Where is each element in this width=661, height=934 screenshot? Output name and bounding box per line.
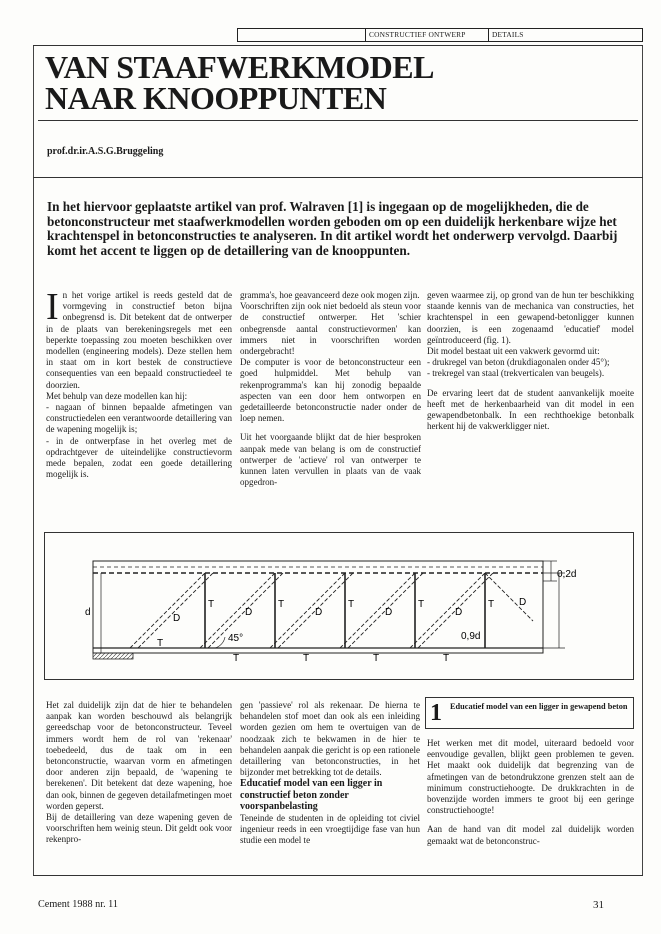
label-T: T <box>348 599 355 610</box>
author-rule <box>33 177 643 178</box>
paragraph: De ervaring leert dat de student aanvankelijk moeite heeft met de herkenbaarheid van dit model in een gewapendbetonbalk. In een rechthoekige betonbalk herkent hij de vakwerkligger niet. <box>427 387 634 432</box>
paragraph: Aan de hand van dit model zal duidelijk worden gemaakt wat de betonconstruc- <box>427 824 634 846</box>
column-2 <box>240 290 421 488</box>
drop-cap: I <box>46 286 59 328</box>
caption-number: 1 <box>430 700 442 726</box>
header-section: CONSTRUCTIEF ONTWERP <box>365 29 489 41</box>
label-D: D <box>519 597 527 608</box>
paragraph: geven waarmee zij, op grond van de hun ter beschikking staande kennis van de mechanica van constructies, het krachtenspel in een gewapend-betonligger kunnen doorzien, is een zogenaamd 'educatief' model geïntroduceerd (fig. 1). <box>427 290 634 345</box>
label-0-2d: 0,2d <box>557 569 577 580</box>
lead-paragraph: In het hiervoor geplaatste artikel van prof. Walraven [1] is ingegaan op de mogelijkheden, die de betonconstructeur met staafwerkmodellen worden geboden om op een duidelijk herkenbare wijze het krachtenspel in betonconstructies te analyseren. In dit artikel wordt het onderwerp vervolgd. Daarbij komt het accent te liggen op de detaillering van de knooppunten. <box>47 199 618 258</box>
list-item: - drukregel van beton (drukdiagonalen onder 45°); <box>427 357 610 368</box>
column-5 <box>240 700 420 846</box>
label-T: T <box>303 653 310 664</box>
paragraph: Voorschriften zijn ook niet bedoeld als steun voor de constructief ontwerper. Het 'schier onbegrensde aantal constructievormen' kan immers niet in voorschriften worden ondergebracht! <box>240 301 421 357</box>
paragraph: Teneinde de studenten in de opleiding tot civiel ingenieur reeds in een vroegtijdige fase van hun studie een model te <box>240 812 420 846</box>
figure-caption <box>425 697 634 729</box>
paragraph: Het werken met dit model, uiteraard bedoeld voor eenvoudige gevallen, blijkt geen problemen te geven. Het maakt ook duidelijk dat begrenzing van de afmetingen van de betondrukzone grenzen stelt aan de minimum constructiehoogte. De drukkrachten in de bovenzijde worden immers te groot bij een geringe constructiehoogte! <box>427 738 634 816</box>
label-D: D <box>385 607 393 618</box>
column-1 <box>46 286 232 480</box>
paragraph: In het vorige artikel is reeds gesteld dat de vormgeving in constructief beton bijna onbegrensd is. Dit betekent dat de ontwerper in de plaats van berekeningsregels met een beperkte toepassing zou moeten beschikken over modellen (engineering models). Deze stellen hem in staat om in kort bestek de constructieve consequenties van een bepaald constructiedeel te doorzien. <box>46 286 232 390</box>
label-T: T <box>373 653 380 664</box>
title-line-2: NAAR KNOOPPUNTEN <box>45 80 387 116</box>
label-T: T <box>233 653 240 664</box>
list-item: - nagaan of binnen bepaalde afmetingen van constructiedelen een verantwoorde detaillering van de wapening mogelijk is; <box>46 402 232 435</box>
paragraph: gen 'passieve' rol als rekenaar. De hierna te behandelen stof moet dan ook als een inleiding worden gezien om hem te overtuigen van de noodzaak zich te bekwamen in de hier te behandelen aanpak die gericht is op een rationele detaillering van betonconstructies, in het bijzonder met betrekking tot de details. <box>240 700 420 778</box>
label-T: T <box>157 638 164 649</box>
column-3 <box>427 290 634 432</box>
caption-text: Educatief model van een ligger in gewapend beton <box>450 702 628 711</box>
header-subsection: DETAILS <box>488 29 552 41</box>
title-line-1: VAN STAAFWERKMODEL <box>45 49 434 85</box>
column-4 <box>46 700 232 846</box>
paragraph: Bij de detaillering van deze wapening geven de voorschriften hem weinig steun. Dit geldt ook voor rekenpro- <box>46 812 232 845</box>
paragraph: Uit het voorgaande blijkt dat de hier besproken aanpak mede van belang is om de constructief ontwerper de 'actieve' rol van ontwerper te kunnen laten vervullen in plaats van de vaak opgedron- <box>240 432 421 488</box>
truss-diagram <box>45 533 633 679</box>
author: prof.dr.ir.A.S.G.Bruggeling <box>47 146 164 157</box>
page-number: 31 <box>593 899 604 911</box>
paragraph: De computer is voor de betonconstructeur een goed hulpmiddel. Met behulp van rekenprogramma's kan hij zonodig bepaalde aspecten van een door hem ontworpen en gedetailleerde betonconstructie nader onder de loep nemen. <box>240 357 421 424</box>
angle-arc <box>215 637 225 648</box>
label-T: T <box>443 653 450 664</box>
label-D: D <box>315 607 323 618</box>
top-rule <box>33 45 643 46</box>
label-D: D <box>173 613 181 624</box>
paragraph: Met behulp van deze modellen kan hij: <box>46 390 188 401</box>
list-item: - trekregel van staal (trekverticalen van beugels). <box>427 368 605 379</box>
article-title <box>45 49 635 116</box>
bottom-rule <box>33 875 643 876</box>
label-D: D <box>245 607 253 618</box>
label-0-9d: 0,9d <box>461 631 481 642</box>
label-T: T <box>278 599 285 610</box>
section-heading: Educatief model van een ligger in constructief beton zonder voorspanbelasting <box>240 778 383 813</box>
label-T: T <box>208 599 215 610</box>
column-6 <box>427 738 634 847</box>
paragraph: Het zal duidelijk zijn dat de hier te behandelen aanpak kan worden beschouwd als belangrijk gereedschap voor de betonconstructeur. Teveel immers wordt hem de rol van 'rekenaar' toebedeeld, dus de taak om in een betonconstructie, waarvan vorm en afmetingen door anderen zijn bepaald, de 'wapening te berekenen'. Dit betekent dat deze wapening, hoe dan ook, binnen de gegeven detailafmetingen moet worden geperst. <box>46 700 232 811</box>
label-d: d <box>85 607 91 618</box>
running-header <box>237 28 643 42</box>
paragraph: gramma's, hoe geavanceerd deze ook mogen zijn. <box>240 290 420 300</box>
support <box>93 653 133 659</box>
footer-journal: Cement 1988 nr. 11 <box>38 899 118 910</box>
label-T: T <box>488 599 495 610</box>
title-rule <box>38 120 638 121</box>
angle-label: 45° <box>228 633 244 644</box>
label-T: T <box>418 599 425 610</box>
paragraph: Dit model bestaat uit een vakwerk gevormd uit: <box>427 346 600 357</box>
list-item: - in de ontwerpfase in het overleg met de opdrachtgever de uiteindelijke constructievorm mede bepalen, zodat een goede detaillering mogelijk is. <box>46 435 232 480</box>
figure-truss-model <box>44 532 634 680</box>
label-D: D <box>455 607 463 618</box>
